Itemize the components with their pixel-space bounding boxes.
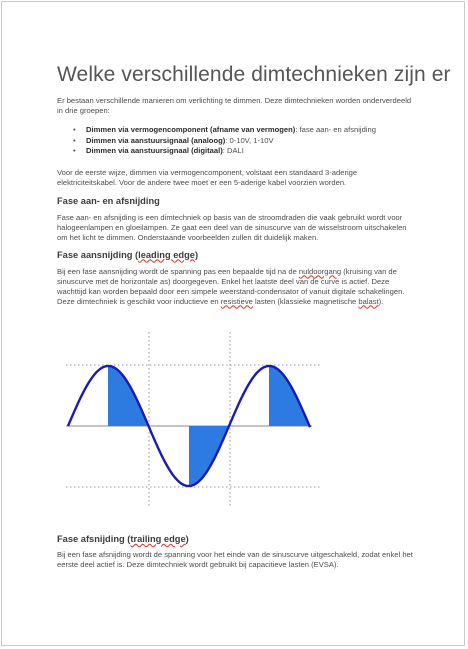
list-item: • Dimmen via aanstuursignaal (analoog): 0-10V, 1-10V	[73, 135, 274, 145]
fase-aan-afsnijding-paragraph: Fase aan- en afsnijding is een dimtechniek op basis van de stroomdraden die vaak gebruikt wordt voor halogeenlampen en gloeilampen. Ze gaat een deel van de sinuscurve van de wisselstroom uitschakelen om het licht te dimmen. Onderstaande voorbeelden zullen dit duidelijk maken.	[57, 212, 407, 242]
bullet-icon: •	[73, 125, 76, 134]
active-region-3	[269, 366, 310, 427]
bullet-icon: •	[73, 146, 76, 155]
document-body	[57, 63, 451, 307]
heading-fase-afsnijding: Fase afsnijding (trailing edge)	[57, 534, 189, 544]
cable-paragraph: Voor de eerste wijze, dimmen via vermogencomponent, volstaat een standaard 3-aderige elektriciteitskabel. Voor de andere twee moet er een 5-aderige kabel voorzien worden.	[57, 167, 358, 187]
active-region-1	[108, 366, 149, 427]
fase-afsnijding-paragraph: Bij een fase afsnijding wordt de spanning voor het einde van de sinuscurve uitgeschakeld, zodat enkel het eerste deel actief is. Deze dimtechniek wordt gebruikt bij capacitieve lasten (EVSA).	[57, 550, 413, 569]
intro-paragraph: Er bestaan verschillende manieren om verlichting te dimmen. Deze dimtechnieken worden onderverdeeld in drie groepen:	[57, 96, 412, 115]
page-title: Welke verschillende dimtechnieken zijn er	[57, 63, 451, 86]
list-item: • Dimmen via aanstuursignaal (digitaal): DALI	[73, 146, 244, 155]
leading-edge-sine-figure	[60, 330, 330, 510]
list-item: • Dimmen via vermogencomponent (afname van vermogen): fase aan- en afsnijding	[73, 125, 376, 134]
heading-fase-aan-afsnijding: Fase aan- en afsnijding	[57, 195, 160, 206]
bullet-icon: •	[73, 135, 76, 145]
active-region-2	[189, 426, 229, 486]
heading-fase-aansnijding: Fase aansnijding (leading edge)	[57, 249, 199, 260]
fase-aansnijding-paragraph: Bij een fase aansnijding wordt de spanning pas een bepaalde tijd na de nuldoorgang (kruising van de sinuscurve met de horizontale as) doorgegeven. Enkel het laatste deel van de curve is actief. Deze wachttijd kan worden bepaald door een simpele weerstand-condensator of vanuit digitale schakelingen. Deze dimtechniek is geschikt voor inductieve en resistieve lasten (klassieke magnetische balast).	[57, 266, 405, 306]
technique-list	[57, 125, 417, 157]
